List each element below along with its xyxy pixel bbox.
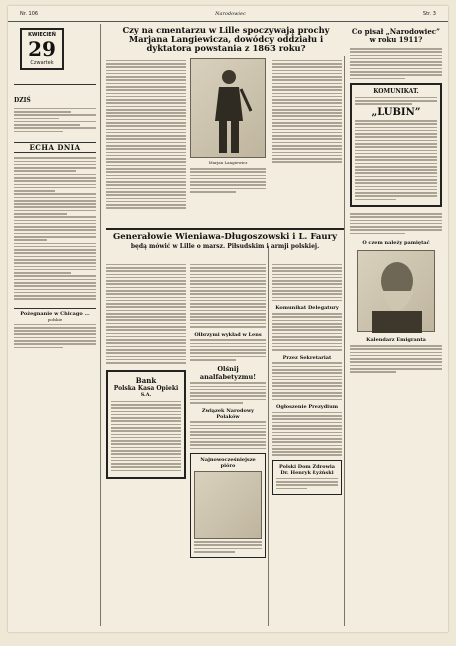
headline-prezydium: Ogłoszenie Prezydium — [275, 404, 339, 411]
calendar-box — [20, 28, 64, 70]
newspaper-page — [8, 6, 448, 632]
column-3b-lower — [272, 262, 342, 628]
bank-name: Polska Kasa Opieki — [113, 384, 179, 392]
pen-ad — [190, 453, 266, 558]
generals-headline: Generałowie Wieniawa-Długoszowski i L. Faury — [112, 232, 338, 242]
dzis-text — [14, 108, 96, 133]
headline-delegatura: Komunikat Delegatury — [275, 305, 339, 312]
generals-section — [106, 228, 344, 250]
column-2-lower — [106, 262, 186, 628]
main-article-continued — [272, 58, 342, 234]
pen-ad-title: Najnowocześniejsze pióro — [200, 457, 256, 470]
bank-ad — [106, 370, 186, 479]
col4-text-1 — [350, 48, 442, 79]
column-3-lower — [190, 262, 266, 628]
man-figure-icon — [191, 59, 267, 159]
headline-analphabet: Olśnij analfabetyzmu! — [199, 364, 257, 381]
bank-suffix: S.A. — [140, 391, 152, 398]
photo-text — [190, 168, 266, 193]
generals-subhead: będą mówić w Lille o marsz. Piłsudskim i armji polskiej. — [130, 243, 320, 250]
portrait-block — [190, 58, 266, 224]
echa-text — [14, 157, 96, 300]
komunikat-box — [350, 83, 442, 207]
col3-headline: Co pisał „Narodowiec” w roku 1911? — [351, 27, 441, 44]
portrait-photo — [190, 58, 266, 158]
headline-zwiazek: Związek Narodowy Polaków — [201, 407, 255, 420]
portrait-icon — [358, 251, 436, 333]
issue-number: Nr. 106 — [20, 10, 39, 17]
main-headline: Czy na cmentarzu w Lille spoczywają prochy Marjana Langiewicza, dowódcy oddziału i dyktatora powstania z 1863 roku? — [122, 25, 330, 53]
main-article-text — [106, 58, 186, 234]
calendar-day: 29 — [28, 37, 56, 61]
page-header — [8, 6, 448, 22]
column-rule — [100, 24, 101, 626]
bottom-text — [14, 324, 96, 349]
lubin-brand: „LUBIN” — [371, 106, 421, 118]
section-echa-dnia: ECHA DNIA — [14, 142, 96, 153]
pen-ad-illustration — [194, 471, 262, 539]
bearded-man-photo — [357, 250, 435, 332]
column-rule — [268, 246, 269, 626]
headline-pamietac: O czem należy pamiętać — [362, 240, 430, 247]
newspaper-title: Narodowiec — [215, 10, 246, 17]
komunikat-title: KOMUNIKAT. — [373, 88, 419, 96]
bottom-subhead: polskie — [47, 316, 63, 322]
page-number: Str. 3 — [422, 10, 436, 17]
column-4 — [350, 24, 442, 628]
calendar-month: KWIECIEŃ — [28, 32, 56, 38]
headline-lens-lecture: Olbrzymi wykład w Lens — [194, 331, 262, 338]
column-rule — [344, 56, 345, 626]
photo-caption: Marjan Langiewicz — [208, 160, 248, 165]
calendar-weekday: Czwartek — [30, 60, 54, 66]
col4-text-2 — [350, 213, 442, 234]
bottom-headline: Pożegnanie w Chicago ... — [14, 308, 96, 317]
headline-sekretariat: Przez Sekretariat — [282, 354, 332, 361]
bank-title: Bank — [135, 375, 157, 385]
column-1 — [14, 24, 96, 628]
dom-zdrowia-title: Polski Dom Zdrowia Dr. Henryk Łyżński — [278, 464, 336, 477]
dom-zdrowia-ad — [272, 460, 342, 495]
section-dzis: DZIŚ — [14, 84, 96, 106]
col4-text-3 — [350, 345, 442, 373]
headline-kalendarz: Kalendarz Emigranta — [366, 337, 426, 344]
